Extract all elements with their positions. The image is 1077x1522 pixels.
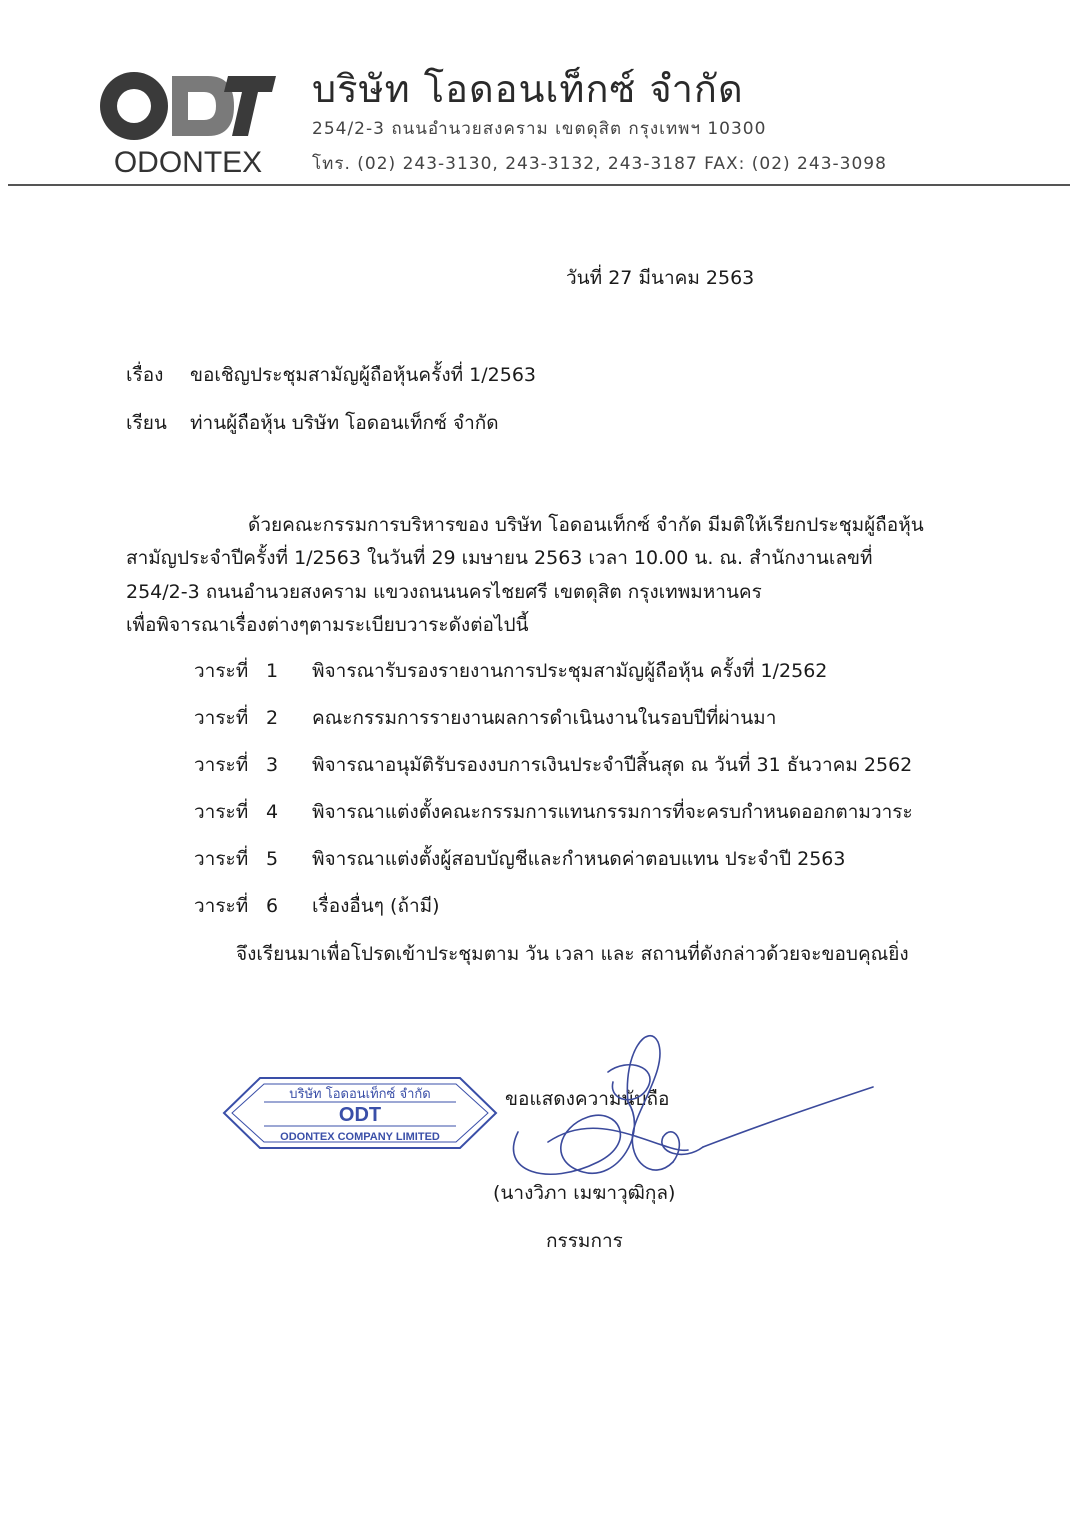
agenda-number: 1 xyxy=(266,660,279,682)
agenda-item: พิจารณาแต่งตั้งผู้สอบบัญชีและกำหนดค่าตอบแทน ประจำปี 2563 xyxy=(312,848,846,870)
agenda-item: พิจารณาอนุมัติรับรองงบการเงินประจำปีสิ้นสุด ณ วันที่ 31 ธันวาคม 2562 xyxy=(312,754,913,776)
agenda-item: พิจารณารับรองรายงานการประชุมสามัญผู้ถือหุ้น ครั้งที่ 1/2562 xyxy=(312,660,828,682)
body-line: 254/2-3 ถนนอำนวยสงคราม แขวงถนนนครไชยศรี เขตดุสิต กรุงเทพมหานคร xyxy=(126,581,762,603)
agenda-number: 2 xyxy=(266,707,279,729)
handwritten-signature xyxy=(488,1012,878,1202)
agenda-item: เรื่องอื่นๆ (ถ้ามี) xyxy=(312,895,440,917)
signer-name: (นางวิภา เมฆาวุฒิกุล) xyxy=(493,1182,676,1204)
company-name: บริษัท โอดอนเท็กซ์ จำกัด xyxy=(312,67,744,111)
recipient-value: ท่านผู้ถือหุ้น บริษัท โอดอนเท็กซ์ จำกัด xyxy=(190,412,499,434)
sign-off: ขอแสดงความนับถือ xyxy=(505,1088,670,1110)
agenda-item: คณะกรรมการรายงานผลการดำเนินงานในรอบปีที่ผ่านมา xyxy=(312,707,777,729)
logo-wordmark: ODONTEX xyxy=(113,146,263,178)
recipient-label: เรียน xyxy=(126,412,167,434)
agenda-label: วาระที่ xyxy=(194,660,249,682)
agenda-label: วาระที่ xyxy=(194,895,249,917)
agenda-number: 4 xyxy=(266,801,279,823)
agenda-number: 5 xyxy=(266,848,279,870)
agenda-item: พิจารณาแต่งตั้งคณะกรรมการแทนกรรมการที่จะครบกำหนดออกตามวาระ xyxy=(312,801,913,823)
body-line: ด้วยคณะกรรมการบริหารของ บริษัท โอดอนเท็กซ์ จำกัด มีมติให้เรียกประชุมผู้ถือหุ้น xyxy=(248,514,924,536)
agenda-number: 6 xyxy=(266,895,279,917)
signer-title: กรรมการ xyxy=(546,1230,623,1252)
stamp-company-name: บริษัท โอดอนเท็กซ์ จำกัด xyxy=(289,1087,431,1102)
closing-text: จึงเรียนมาเพื่อโปรดเข้าประชุมตาม วัน เวลา และ สถานที่ดังกล่าวด้วยจะขอบคุณยิ่ง xyxy=(236,943,909,965)
body-line: สามัญประจำปีครั้งที่ 1/2563 ในวันที่ 29 เมษายน 2563 เวลา 10.00 น. ณ. สำนักงานเลขที่ xyxy=(126,547,873,569)
agenda-label: วาระที่ xyxy=(194,801,249,823)
company-stamp xyxy=(220,1072,500,1154)
stamp-company-english: ODONTEX COMPANY LIMITED xyxy=(280,1131,440,1143)
logo-mark xyxy=(100,72,276,140)
agenda-label: วาระที่ xyxy=(194,754,249,776)
body-line: เพื่อพิจารณาเรื่องต่างๆตามระเบียบวาระดังต่อไปนี้ xyxy=(126,614,529,636)
company-logo xyxy=(96,68,278,178)
header-divider xyxy=(8,184,1070,186)
subject-label: เรื่อง xyxy=(126,364,164,386)
subject-value: ขอเชิญประชุมสามัญผู้ถือหุ้นครั้งที่ 1/2563 xyxy=(190,364,537,386)
agenda-label: วาระที่ xyxy=(194,707,249,729)
agenda-label: วาระที่ xyxy=(194,848,249,870)
agenda-number: 3 xyxy=(266,754,279,776)
company-address: 254/2-3 ถนนอำนวยสงคราม เขตดุสิต กรุงเทพฯ 10300 xyxy=(312,119,767,139)
stamp-logo-mark: ODT xyxy=(338,1104,382,1126)
company-contact: โทร. (02) 243-3130, 243-3132, 243-3187 FAX: (02) 243-3098 xyxy=(312,154,887,174)
letter-date: วันที่ 27 มีนาคม 2563 xyxy=(566,267,755,289)
